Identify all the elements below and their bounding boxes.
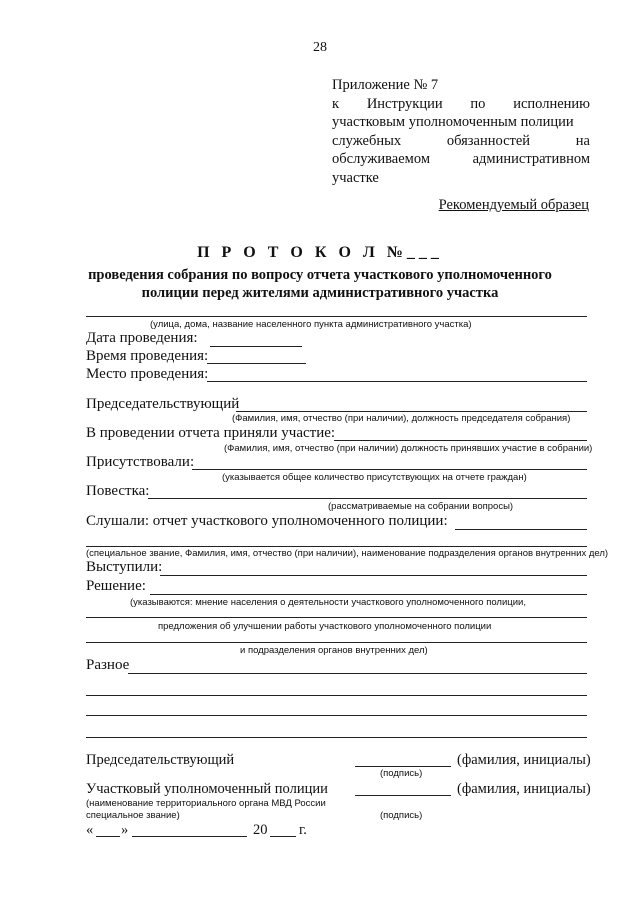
officer-name-label: (фамилия, инициалы) [457, 781, 591, 797]
place-label: Место проведения: [86, 366, 209, 382]
decision-field-line-2[interactable] [86, 617, 587, 618]
other-field-line-2[interactable] [86, 695, 587, 696]
decision-hint-1: (указываются: мнение населения о деятельности участкового уполномоченного полиции, [130, 597, 526, 608]
time-field[interactable] [207, 363, 306, 364]
officer-hint-1: (наименование территориального органа МВД России [86, 798, 326, 809]
appendix-word: к [332, 95, 340, 112]
appendix-line-3 [332, 132, 590, 151]
appendix-word: Инструкции [366, 95, 443, 112]
participants-label: В проведении отчета приняли участие: [86, 425, 336, 441]
place-field[interactable] [207, 381, 587, 382]
officer-signature-hint: (подпись) [380, 810, 423, 821]
officer-label: Участковый уполномоченный полиции [86, 781, 328, 797]
time-label: Время проведения: [86, 348, 209, 364]
officer-signature-field[interactable] [355, 795, 451, 796]
chair-hint: (Фамилия, имя, отчество (при наличии), должность председателя собрания) [232, 413, 571, 424]
other-field[interactable] [128, 673, 587, 674]
decision-field-line-3[interactable] [86, 642, 587, 643]
year-suffix: г. [299, 822, 307, 838]
date-field[interactable] [210, 346, 302, 347]
agenda-field[interactable] [148, 498, 587, 499]
heard-field[interactable] [455, 529, 587, 530]
chair-name-label: (фамилия, инициалы) [457, 752, 591, 768]
document-subtitle: проведения собрания по вопросу отчета участкового уполномоченного полиции перед жителями административного участка [88, 267, 552, 301]
appendix-word: обслуживаемом [332, 151, 430, 167]
appendix-line-4 [332, 150, 590, 169]
appendix-line-5: участке [332, 169, 379, 186]
present-hint: (указывается общее количество присутствующих на отчете граждан) [222, 472, 527, 483]
date-open-quote: « [86, 822, 94, 838]
chair-signature-field[interactable] [355, 766, 451, 767]
appendix-word: на [575, 132, 590, 149]
decision-label: Решение: [86, 578, 146, 594]
other-field-line-4[interactable] [86, 737, 587, 738]
appendix-line-2: участковым уполномоченным полиции [332, 114, 574, 130]
recommended-sample-label: Рекомендуемый образец [438, 197, 589, 213]
day-field[interactable] [96, 836, 120, 837]
appendix-line-1 [332, 95, 590, 114]
decision-hint-2: предложения об улучшении работы участкового уполномоченного полиции [158, 621, 492, 632]
other-field-line-3[interactable] [86, 715, 587, 716]
heard-field-line-2[interactable] [86, 546, 587, 547]
speakers-field[interactable] [160, 575, 587, 576]
chair-signature-hint: (подпись) [380, 768, 423, 779]
appendix-title: Приложение № 7 [332, 77, 439, 93]
page-number: 28 [313, 40, 327, 55]
other-label: Разное [86, 657, 130, 673]
heard-hint: (специальное звание, Фамилия, имя, отчество (при наличии), наименование подразделения органов внутренних дел) [86, 548, 609, 559]
date-label: Дата проведения: [86, 330, 198, 346]
speakers-label: Выступили: [86, 559, 163, 575]
chair-field[interactable] [236, 411, 587, 412]
appendix-word: исполнению [513, 95, 590, 112]
chair-label: Председательствующий [86, 396, 240, 412]
address-hint: (улица, дома, название населенного пункта административного участка) [150, 319, 472, 330]
present-label: Присутствовали: [86, 454, 195, 470]
document-title: П Р О Т О К О Л №___ [197, 244, 443, 261]
participants-hint: (Фамилия, имя, отчество (при наличии) должность принявших участие в собрании) [224, 443, 593, 454]
appendix-word: обязанностей [446, 132, 531, 149]
appendix-word: по [470, 95, 486, 112]
participants-field[interactable] [334, 440, 587, 441]
decision-field[interactable] [150, 594, 587, 595]
agenda-label: Повестка: [86, 483, 150, 499]
appendix-word: служебных [332, 132, 402, 149]
officer-hint-2: специальное звание) [86, 810, 180, 821]
year-field[interactable] [270, 836, 296, 837]
agenda-hint: (рассматриваемые на собрании вопросы) [328, 501, 514, 512]
present-field[interactable] [192, 469, 587, 470]
decision-hint-3: и подразделения органов внутренних дел) [240, 645, 428, 656]
date-close-quote: » [121, 822, 129, 838]
appendix-block [332, 76, 590, 187]
year-prefix: 20 [253, 822, 268, 838]
heard-label: Слушали: отчет участкового уполномоченного полиции: [86, 513, 448, 529]
month-field[interactable] [132, 836, 247, 837]
address-line[interactable] [86, 316, 587, 317]
appendix-word: административном [472, 151, 590, 167]
chair-signature-label: Председательствующий [86, 752, 235, 768]
